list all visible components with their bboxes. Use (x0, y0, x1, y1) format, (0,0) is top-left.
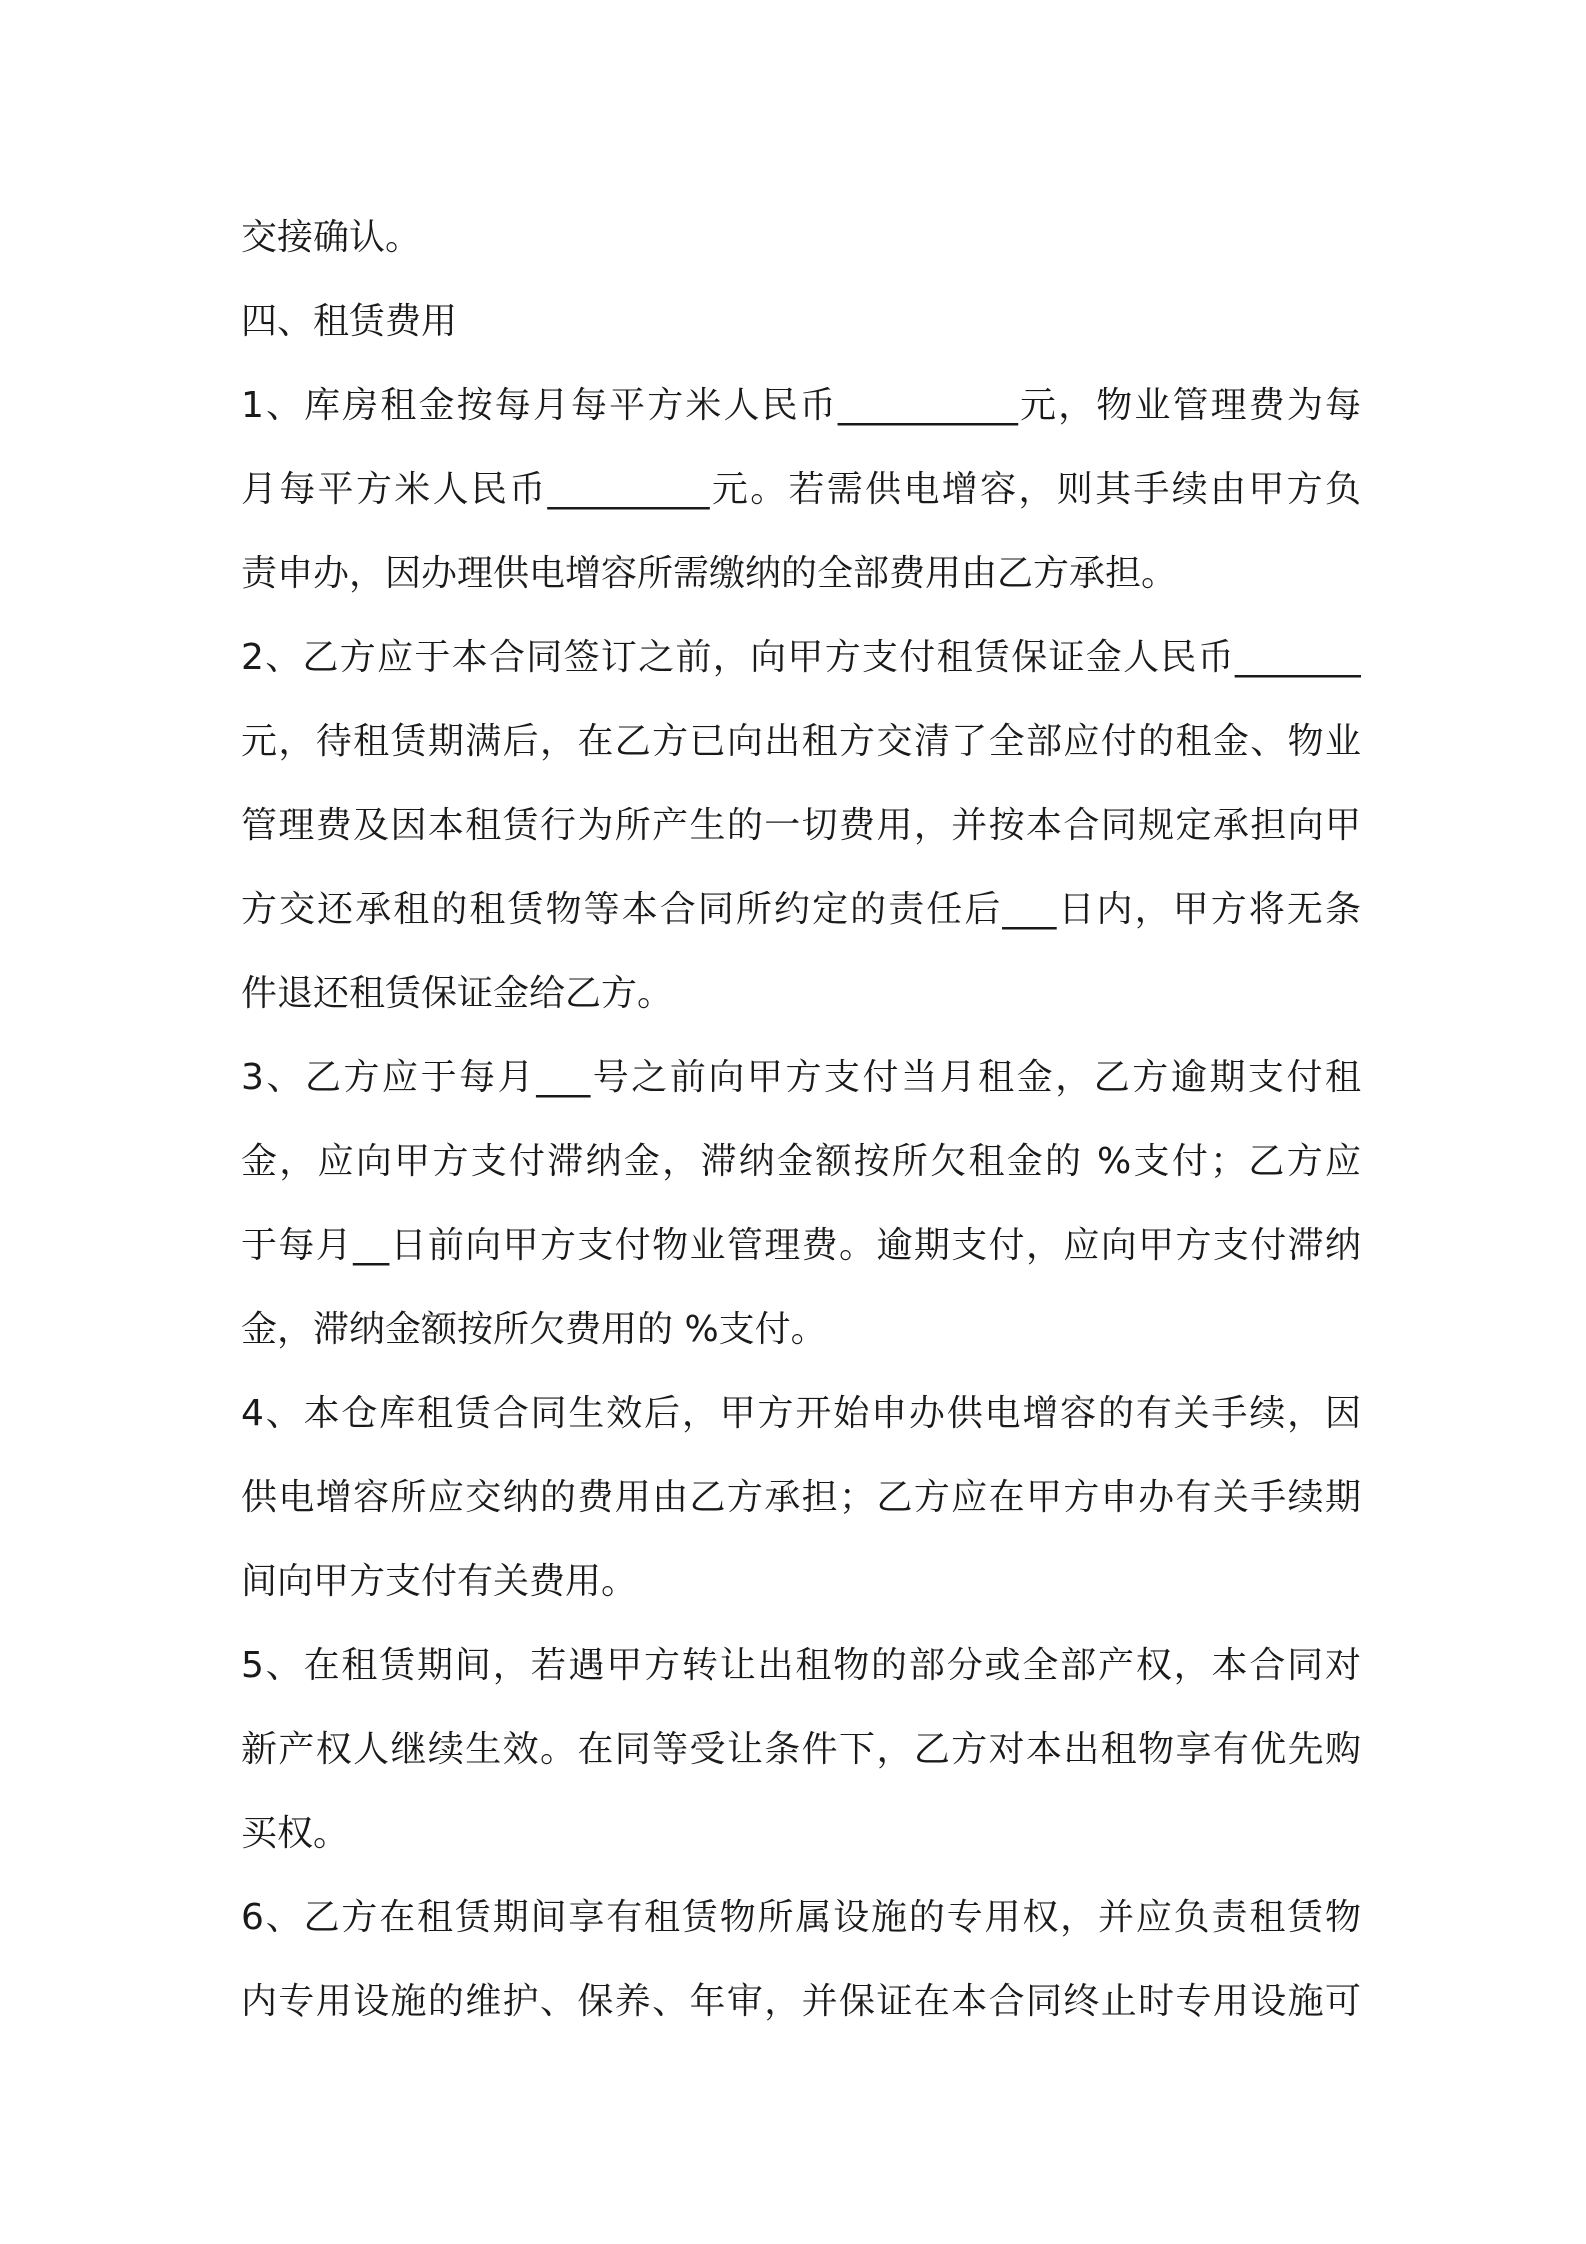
paragraph-line: 于每月__日前向甲方支付物业管理费。逾期支付，应向甲方支付滞纳 (241, 1225, 1361, 1266)
paragraph-line: 3、乙方应于每月___号之前向甲方支付当月租金，乙方逾期支付租 (241, 1057, 1361, 1098)
paragraph-line: 管理费及因本租赁行为所产生的一切费用，并按本合同规定承担向甲 (241, 805, 1361, 846)
document-body (241, 196, 1361, 2044)
paragraph-line: 4、本仓库租赁合同生效后，甲方开始申办供电增容的有关手续，因 (241, 1393, 1361, 1434)
paragraph-line: 件退还租赁保证金给乙方。 (241, 973, 674, 1014)
paragraph-line: 间向甲方支付有关费用。 (241, 1561, 638, 1602)
paragraph-line: 买权。 (241, 1813, 350, 1854)
paragraph-line: 6、乙方在租赁期间享有租赁物所属设施的专用权，并应负责租赁物 (241, 1897, 1361, 1938)
paragraph-line: 元，待租赁期满后，在乙方已向出租方交清了全部应付的租金、物业 (241, 721, 1361, 762)
paragraph-line: 新产权人继续生效。在同等受让条件下，乙方对本出租物享有优先购 (241, 1729, 1361, 1770)
paragraph-line: 月每平方米人民币_________元。若需供电增容，则其手续由甲方负 (241, 469, 1361, 510)
paragraph-line: 1、库房租金按每月每平方米人民币__________元，物业管理费为每 (241, 385, 1361, 426)
paragraph-line: 责申办，因办理供电增容所需缴纳的全部费用由乙方承担。 (241, 553, 1178, 594)
paragraph-line: 交接确认。 (241, 217, 422, 258)
paragraph-line: 金，应向甲方支付滞纳金，滞纳金额按所欠租金的 %支付；乙方应 (241, 1141, 1361, 1182)
paragraph-line: 供电增容所应交纳的费用由乙方承担；乙方应在甲方申办有关手续期 (241, 1477, 1361, 1518)
section-heading: 四、租赁费用 (241, 301, 458, 342)
paragraph-line: 2、乙方应于本合同签订之前，向甲方支付租赁保证金人民币_______ (241, 637, 1361, 678)
paragraph-line: 金，滞纳金额按所欠费用的 %支付。 (241, 1309, 827, 1350)
paragraph-line: 方交还承租的租赁物等本合同所约定的责任后___日内，甲方将无条 (241, 889, 1361, 930)
paragraph-line: 5、在租赁期间，若遇甲方转让出租物的部分或全部产权，本合同对 (241, 1645, 1361, 1686)
paragraph-line: 内专用设施的维护、保养、年审，并保证在本合同终止时专用设施可 (241, 1981, 1361, 2022)
